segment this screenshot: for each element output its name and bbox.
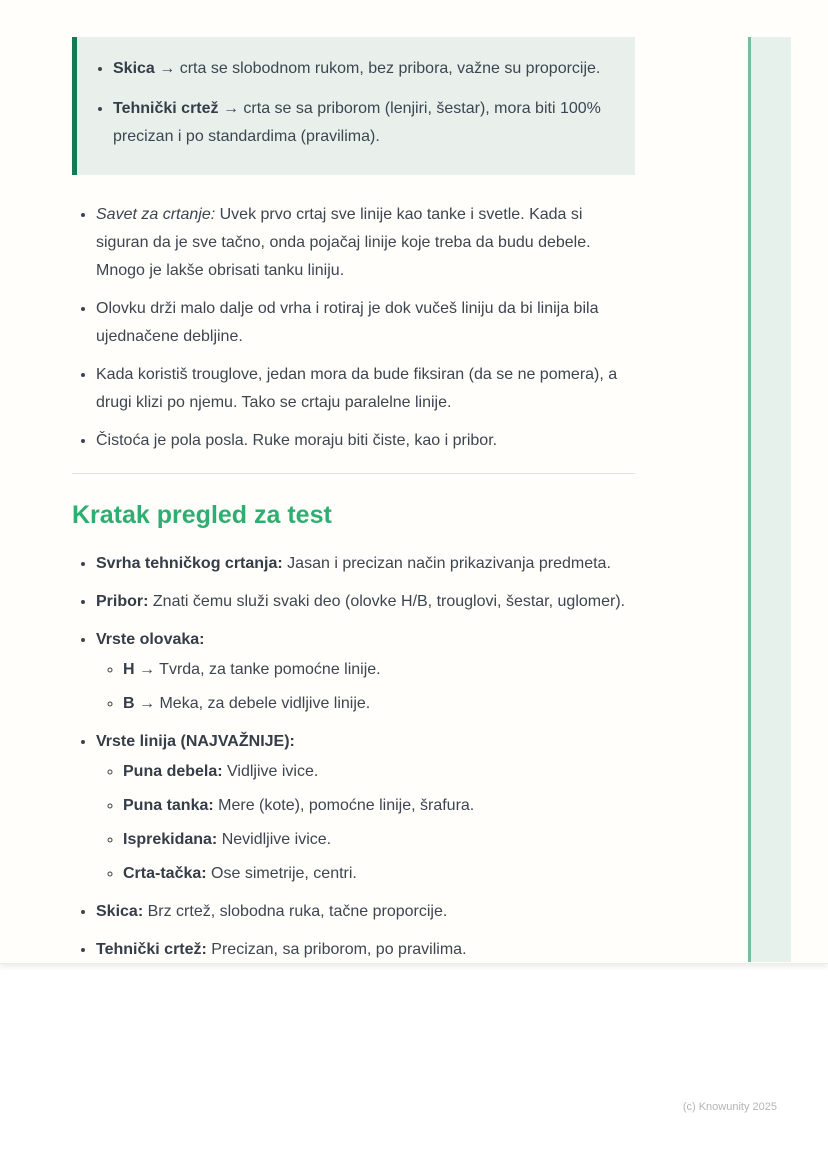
term: Skica bbox=[113, 60, 155, 77]
list-item bbox=[96, 936, 638, 964]
sub-list bbox=[96, 656, 638, 718]
review-list bbox=[72, 550, 638, 964]
item-text: crta se slobodnom rukom, bez pribora, važne su proporcije. bbox=[179, 60, 601, 77]
term: Isprekidana: bbox=[123, 831, 218, 848]
list-item bbox=[96, 295, 638, 351]
term: Skica: bbox=[96, 903, 144, 920]
page-content bbox=[72, 0, 638, 964]
callout-list bbox=[91, 55, 615, 151]
term: B bbox=[123, 695, 135, 712]
term: Svrha tehničkog crtanja: bbox=[96, 555, 283, 572]
term: Vrste linija (NAJVAŽNIJE): bbox=[96, 733, 295, 750]
term: Puna tanka: bbox=[123, 797, 214, 814]
list-item bbox=[96, 588, 638, 616]
item-text: Mere (kote), pomoćne linije, šrafura. bbox=[218, 797, 475, 814]
list-item bbox=[123, 792, 638, 820]
section-heading: Kratak pregled za test bbox=[72, 501, 332, 529]
item-text: Tvrda, za tanke pomoćne linije. bbox=[159, 661, 381, 678]
list-item bbox=[123, 656, 638, 684]
section-divider bbox=[72, 473, 635, 474]
arrow-right-icon: → bbox=[159, 60, 176, 77]
list-item bbox=[123, 860, 638, 888]
item-text: Jasan i precizan način prikazivanja predmeta. bbox=[287, 555, 611, 572]
list-item bbox=[123, 690, 638, 718]
term: Vrste olovaka: bbox=[96, 631, 205, 648]
list-item bbox=[96, 626, 638, 718]
item-text: Meka, za debele vidljive linije. bbox=[159, 695, 371, 712]
callout-box bbox=[72, 37, 635, 175]
term: Pribor: bbox=[96, 593, 149, 610]
term: Tehnički crtež: bbox=[96, 941, 207, 958]
list-item bbox=[96, 898, 638, 926]
list-item bbox=[96, 201, 638, 285]
term: Tehnički crtež bbox=[113, 100, 219, 117]
tips-list bbox=[72, 201, 638, 455]
term: H bbox=[123, 661, 135, 678]
arrow-right-icon: → bbox=[139, 695, 156, 712]
item-text: Vidljive ivice. bbox=[227, 763, 319, 780]
list-item bbox=[123, 758, 638, 786]
item-text: Precizan, sa priborom, po pravilima. bbox=[211, 941, 467, 958]
list-item bbox=[96, 728, 638, 888]
tip-lead: Savet za crtanje: bbox=[96, 206, 216, 223]
arrow-right-icon: → bbox=[139, 661, 156, 678]
term: Crta-tačka: bbox=[123, 865, 207, 882]
list-item bbox=[96, 361, 638, 417]
list-item bbox=[113, 95, 615, 151]
item-text: Uvek prvo crtaj sve linije kao tanke i svetle. Kada si siguran da je sve tačno, onda pojačaj linije koje treba da budu debele. Mnogo je lakše obrisati tanku liniju. bbox=[96, 206, 591, 279]
item-text: Ose simetrije, centri. bbox=[211, 865, 357, 882]
sub-list bbox=[96, 758, 638, 888]
item-text: Čistoća je pola posla. Ruke moraju biti čiste, kao i pribor. bbox=[96, 432, 498, 449]
term: Puna debela: bbox=[123, 763, 223, 780]
list-item bbox=[96, 427, 638, 455]
arrow-right-icon: → bbox=[222, 100, 239, 117]
list-item bbox=[123, 826, 638, 854]
item-text: Nevidljive ivice. bbox=[221, 831, 332, 848]
item-text: Olovku drži malo dalje od vrha i rotiraj je dok vučeš liniju da bi linija bila ujednačene debljine. bbox=[96, 300, 599, 345]
footer-credit: (c) Knowunity 2025 bbox=[682, 1101, 777, 1113]
item-text: crta se sa priborom (lenjiri, šestar), mora biti 100% precizan i po standardima (pravilima). bbox=[113, 100, 601, 145]
list-item bbox=[96, 550, 638, 578]
list-item bbox=[113, 55, 615, 83]
item-text: Kada koristiš trouglove, jedan mora da bude fiksiran (da se ne pomera), a drugi klizi po njemu. Tako se crtaju paralelne linije. bbox=[96, 366, 618, 411]
item-text: Brz crtež, slobodna ruka, tačne proporcije. bbox=[147, 903, 448, 920]
item-text: Znati čemu služi svaki deo (olovke H/B, trouglovi, šestar, uglomer). bbox=[152, 593, 626, 610]
right-accent-strip bbox=[748, 37, 791, 962]
